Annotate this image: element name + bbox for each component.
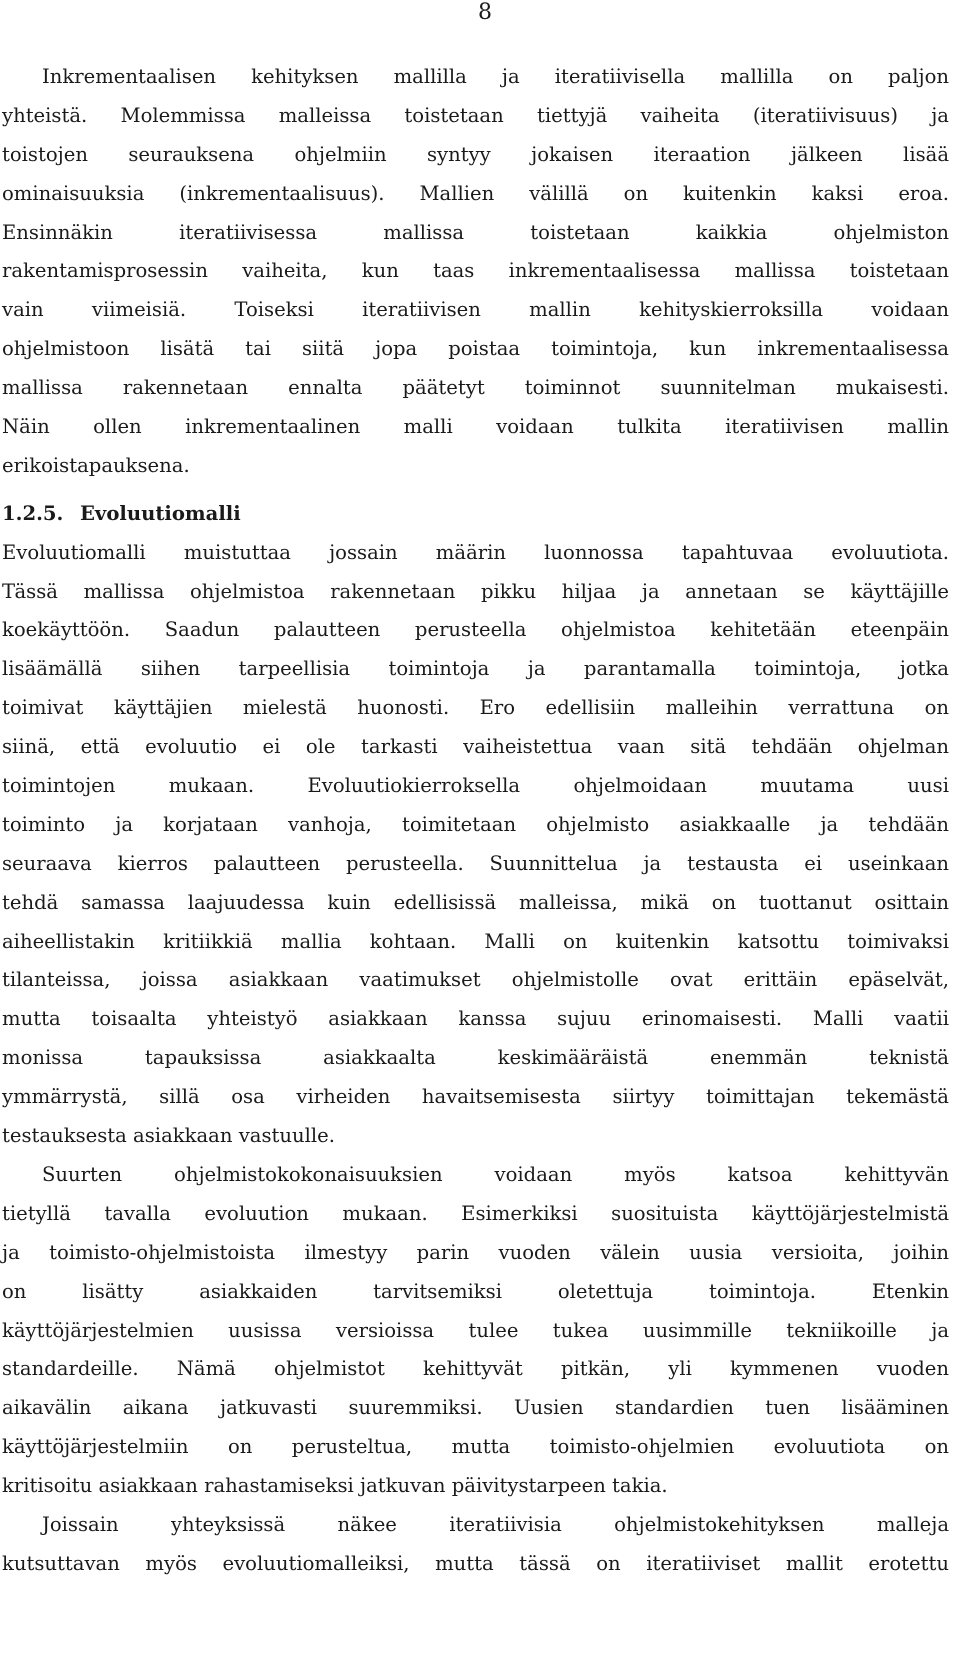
text-line: aikavälin aikana jatkuvasti suuremmiksi. Uusien standardien tuen lisääminen <box>2 1396 949 1420</box>
text-line: aiheellistakin kritiikkiä mallia kohtaan. Malli on kuitenkin katsottu toimivaksi <box>2 929 949 953</box>
text-line: rakentamisprosessin vaiheita, kun taas inkrementaalisessa mallissa toistetaan <box>2 259 949 283</box>
text-line: lisäämällä siihen tarpeellisia toimintoja ja parantamalla toimintoja, jotka <box>2 657 949 681</box>
text-line: ymmärrystä, sillä osa virheiden havaitsemisesta siirtyy toimittajan tekemästä <box>2 1085 949 1109</box>
text-line: käyttöjärjestelmien uusissa versioissa tulee tukea uusimmille tekniikoille ja <box>2 1318 949 1342</box>
text-line: testauksesta asiakkaan vastuulle. <box>2 1124 335 1148</box>
text-line: tietyllä tavalla evoluution mukaan. Esimerkiksi suosituista käyttöjärjestelmistä <box>2 1201 949 1225</box>
paragraph-4 <box>2 1506 949 1584</box>
text-line: standardeille. Nämä ohjelmistot kehittyvät pitkän, yli kymmenen vuoden <box>2 1357 949 1381</box>
section-heading <box>2 495 949 534</box>
text-line: kritisoitu asiakkaan rahastamiseksi jatkuvan päivitystarpeen takia. <box>2 1474 668 1498</box>
text-line: toistojen seurauksena ohjelmiin syntyy jokaisen iteraation jälkeen lisää <box>2 142 949 166</box>
section-number: 1.2.5. <box>2 501 64 525</box>
text-line: ohjelmistoon lisätä tai siitä jopa poistaa toimintoja, kun inkrementaalisessa <box>2 337 949 361</box>
text-line: vain viimeisiä. Toiseksi iteratiivisen mallin kehityskierroksilla voidaan <box>2 298 949 322</box>
text-line: Ensinnäkin iteratiivisessa mallissa toistetaan kaikkia ohjelmiston <box>2 220 949 244</box>
paragraph-1 <box>2 58 949 486</box>
text-line: käyttöjärjestelmiin on perusteltua, mutta toimisto-ohjelmien evoluutiota on <box>2 1435 949 1459</box>
text-line: Joissain yhteyksissä näkee iteratiivisia ohjelmistokehityksen malleja <box>42 1512 949 1536</box>
text-line: seuraava kierros palautteen perusteella. Suunnittelua ja testausta ei useinkaan <box>2 851 949 875</box>
text-line: toimintojen mukaan. Evoluutiokierroksella ohjelmoidaan muutama uusi <box>2 774 949 798</box>
text-line: ominaisuuksia (inkrementaalisuus). Mallien välillä on kuitenkin kaksi eroa. <box>2 181 949 205</box>
text-line: monissa tapauksissa asiakkaalta keskimääräistä enemmän teknistä <box>2 1046 949 1070</box>
text-line: kutsuttavan myös evoluutiomalleiksi, mutta tässä on iteratiiviset mallit erotettu <box>2 1551 949 1575</box>
text-line: erikoistapauksena. <box>2 453 190 477</box>
text-line: mallissa rakennetaan ennalta päätetyt toiminnot suunnitelman mukaisesti. <box>2 376 949 400</box>
text-line: Evoluutiomalli muistuttaa jossain määrin luonnossa tapahtuvaa evoluutiota. <box>2 540 949 564</box>
page-number: 8 <box>478 0 492 25</box>
text-line: tehdä samassa laajuudessa kuin edellisissä malleissa, mikä on tuottanut osittain <box>2 890 949 914</box>
text-line: siinä, että evoluutio ei ole tarkasti vaiheistettua vaan sitä tehdään ohjelman <box>2 735 949 759</box>
text-line: yhteistä. Molemmissa malleissa toistetaan tiettyjä vaiheita (iteratiivisuus) ja <box>2 103 949 127</box>
text-line: tilanteissa, joissa asiakkaan vaatimukset ohjelmistolle ovat erittäin epäselvät, <box>2 968 949 992</box>
text-line: koekäyttöön. Saadun palautteen perusteella ohjelmistoa kehitetään eteenpäin <box>2 618 949 642</box>
text-line: Inkrementaalisen kehityksen mallilla ja iteratiivisella mallilla on paljon <box>42 65 949 88</box>
text-line: mutta toisaalta yhteistyö asiakkaan kanssa sujuu erinomaisesti. Malli vaatii <box>2 1007 949 1031</box>
text-line: Näin ollen inkrementaalinen malli voidaan tulkita iteratiivisen mallin <box>2 415 949 439</box>
text-line: toimivat käyttäjien mielestä huonosti. Ero edellisiin malleihin verrattuna on <box>2 696 949 720</box>
body-text <box>2 58 949 1584</box>
paragraph-3 <box>2 1156 949 1506</box>
text-line: Tässä mallissa ohjelmistoa rakennetaan pikku hiljaa ja annetaan se käyttäjille <box>2 579 949 603</box>
section-title: Evoluutiomalli <box>80 501 241 525</box>
text-line: toiminto ja korjataan vanhoja, toimitetaan ohjelmisto asiakkaalle ja tehdään <box>2 812 949 836</box>
text-line: ja toimisto-ohjelmistoista ilmestyy parin vuoden välein uusia versioita, joihin <box>2 1240 949 1264</box>
text-line: Suurten ohjelmistokokonaisuuksien voidaan myös katsoa kehittyvän <box>42 1162 949 1186</box>
text-line: on lisätty asiakkaiden tarvitsemiksi oletettuja toimintoja. Etenkin <box>2 1279 949 1303</box>
paragraph-2 <box>2 534 949 1156</box>
